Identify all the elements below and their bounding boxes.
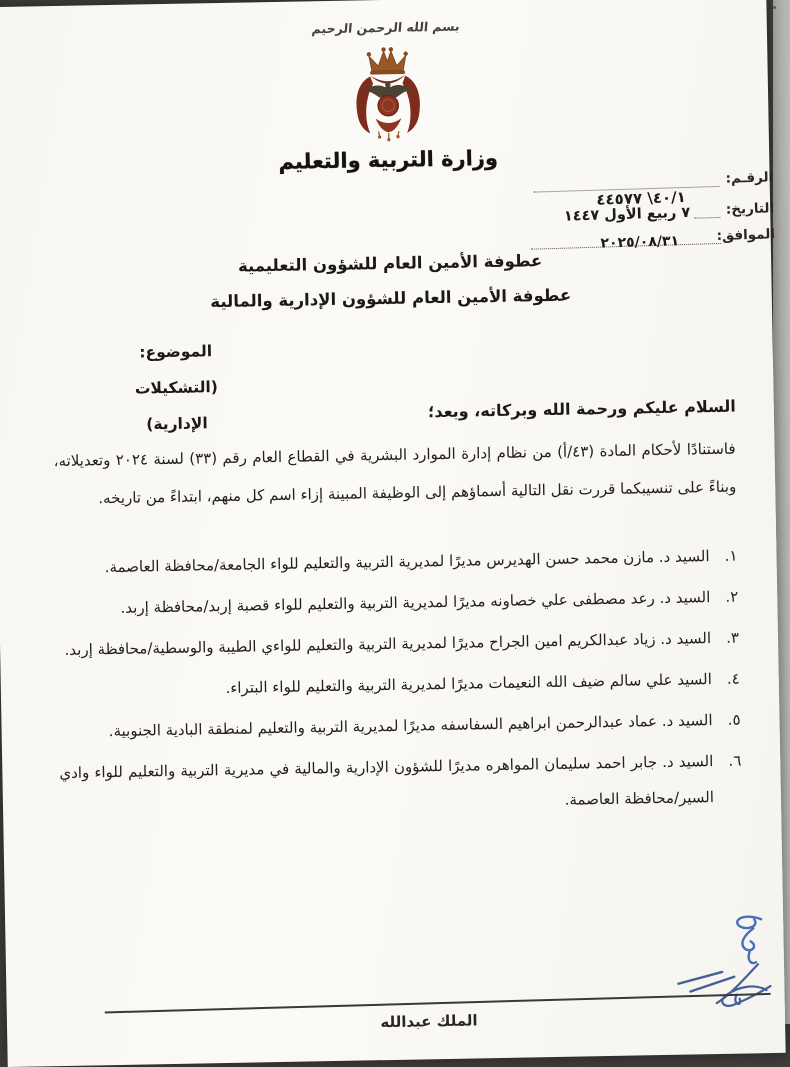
item-number: ٢. — [725, 587, 739, 606]
salutation-line: السلام عليكم ورحمة الله وبركاته، وبعد؛ — [427, 396, 736, 422]
item-text: السيد د. عماد عبدالرحمن ابراهيم السفاسفه مديرًا لمديرية التربية والتعليم لمنطقة البادية الجنوبية. — [108, 711, 713, 741]
list-item — [56, 579, 739, 627]
footer-rule-line — [105, 993, 771, 1014]
body-paragraph: فاستنادًا لأحكام المادة (٤٣/أ) من نظام إدارة الموارد البشرية في القطاع العام رقم (٣٣) لسنة ٢٠٢٤ وتعديلاته، وبناءً على تنسيبكما قررت نقل التالية أسماؤهم إلى الوظيفة المبينة إزاء اسم كل منهم، ابتداءً من تاريخه. — [53, 439, 737, 507]
item-number: ٤. — [726, 669, 740, 688]
base-ornament-icon — [376, 118, 402, 141]
item-number: ٣. — [726, 628, 740, 647]
list-item — [57, 620, 740, 668]
transfer-list — [55, 538, 742, 832]
list-item — [58, 661, 741, 709]
subject-label: الموضوع: — [139, 342, 213, 362]
shield-icon — [378, 95, 399, 116]
item-number: ٥. — [727, 710, 741, 729]
list-item — [55, 538, 738, 586]
ref-corresponding-label: الموافق: — [716, 226, 776, 245]
addressee-line-1: عطوفة الأمين العام للشؤون التعليمية — [237, 251, 543, 276]
item-number: ٦. — [728, 751, 742, 770]
bismillah-calligraphy: بسم الله الرحمن الرحيم — [311, 18, 461, 37]
subject-value: (التشكيلات الإدارية) — [134, 378, 219, 434]
ref-date-label: التاريخ: — [725, 200, 775, 218]
clipped-footer-text: الملك عبدالله — [380, 1011, 478, 1032]
list-item — [58, 702, 741, 750]
ref-date-dotted-line — [694, 217, 720, 219]
item-number: ١. — [724, 546, 738, 565]
scan-artifact-dot — [773, 6, 776, 9]
addressee-block — [0, 239, 786, 323]
ref-date-value: ٧ ربيع الأول ١٤٤٧ — [563, 204, 691, 225]
item-text: السيد د. رعد مصطفى علي خصاونه مديرًا لمديرية التربية والتعليم للواء قصبة إربد/محافظة إربد. — [120, 588, 711, 617]
ref-number-label: الرقـم: — [725, 169, 774, 187]
crown-icon — [367, 47, 409, 75]
ref-number-value: ٤٤٥٧٧ \٤٠/١ — [596, 187, 686, 209]
item-text: السيد د. جابر احمد سليمان المواهره مديرًا للشؤون الإدارية والمالية في مديرية التربية والتعليم للواء وادي السير/محافظة العاصمة. — [59, 752, 715, 809]
jordan-coat-of-arms-icon — [341, 41, 435, 151]
addressee-line-2: عطوفة الأمين العام للشؤون الإدارية والمالية — [210, 285, 572, 312]
signature-ink-mark-2 — [672, 961, 785, 1015]
ministry-name-calligraphy: وزارة التربية والتعليم — [278, 145, 499, 174]
subject-block — [102, 333, 250, 444]
item-text: السيد د. مازن محمد حسن الهديرس مديرًا لمديرية التربية والتعليم للواء الجامعة/محافظة العاصمة. — [104, 547, 710, 577]
list-item — [59, 743, 742, 827]
ref-corresponding-value: ٢٠٢٥/٠٨/٣١ — [600, 233, 680, 252]
item-text: السيد د. زياد عبدالكريم امين الجراح مديرًا لمديرية التربية والتعليم للواءي الطيبة والوسطية/محافظة إربد. — [64, 629, 712, 659]
item-text: السيد علي سالم ضيف الله النعيمات مديرًا لمديرية التربية والتعليم للواء البتراء. — [225, 670, 712, 697]
